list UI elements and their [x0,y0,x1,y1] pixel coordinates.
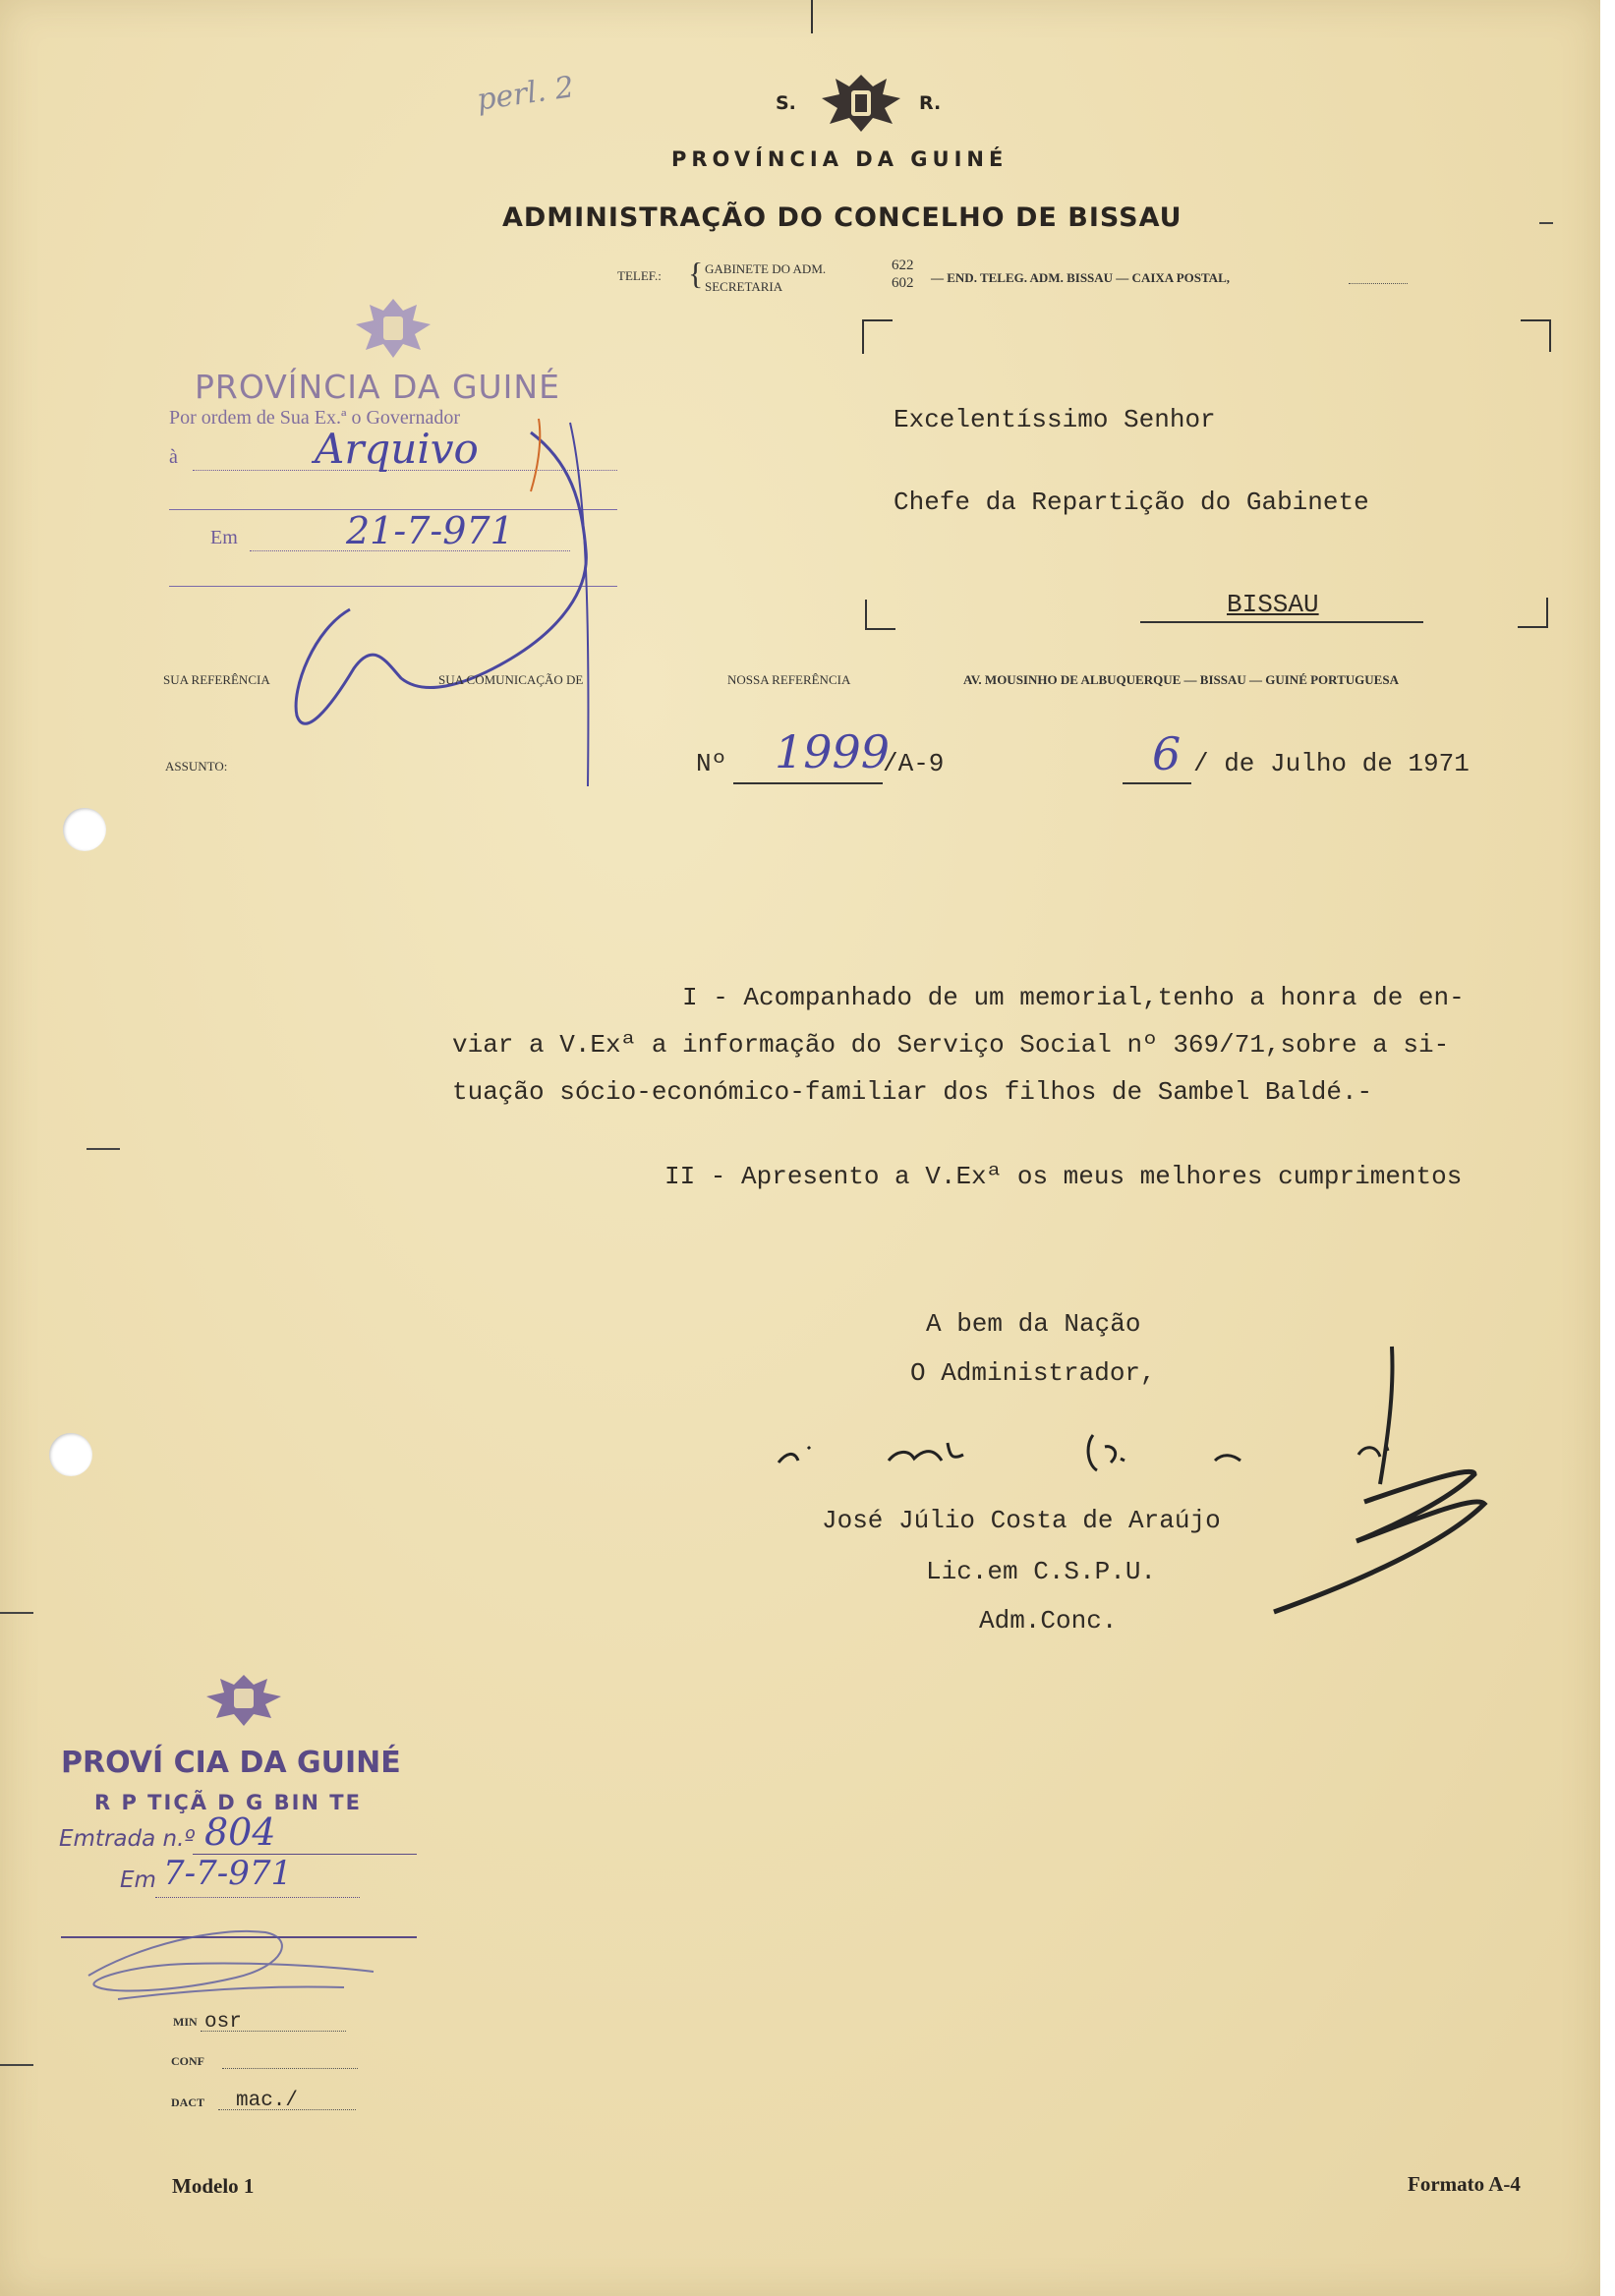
stamp-bottom-department: R P TIÇÃ D G BIN TE [94,1791,362,1814]
reference-number: 1999 [775,725,891,778]
label-nossa-referencia: NOSSA REFERÊNCIA [727,672,851,687]
footer-model: Modelo 1 [172,2174,255,2198]
closing-line-1: A bem da Nação [926,1309,1141,1339]
stamp-bottom-entry-value: 804 [204,1810,276,1854]
stamp-bottom-initials [0,0,491,2064]
signatory-name: José Júlio Costa de Araújo [822,1506,1221,1535]
phone-brace: { [688,256,704,291]
header-administration: ADMINISTRAÇÃO DO CONCELHO DE BISSAU [502,202,1182,233]
reference-prefix: Nº [696,749,727,778]
phone-secretaria-label: SECRETARIA [705,279,783,294]
conf-label: CONF [171,2054,204,2068]
telef-label: TELEF.: [617,268,662,283]
dact-value: mac./ [236,2090,299,2112]
reference-suffix: /A-9 [883,749,945,778]
stamp-bottom-entry-label: Emtrada n.º [59,1826,196,1852]
telegraph-line: — END. TELEG. ADM. BISSAU — CAIXA POSTAL, [931,270,1230,285]
stamp-top-order: Por ordem de Sua Ex.ª o Governador [169,407,461,429]
header-r: R. [919,92,942,114]
body-paragraph-2: II - Apresento a V.Exª os meus melhores cumprimentos [664,1162,1463,1191]
dact-label: DACT [171,2095,205,2109]
margin-note: perl. 2 [475,70,577,118]
office-address: AV. MOUSINHO DE ALBUQUERQUE — BISSAU — GUINÉ PORTUGUESA [963,672,1399,687]
reference-day: 6 [1152,727,1182,780]
label-assunto: ASSUNTO: [165,759,228,774]
min-rule [201,2031,346,2032]
body-paragraph-1-line-3: tuação sócio-económico-familiar dos filhos de Sambel Baldé.- [452,1077,1373,1107]
label-sua-referencia: SUA REFERÊNCIA [163,672,270,687]
stamp-top-date-value: 21-7-971 [346,509,514,552]
margin-tick-3 [0,2064,33,2066]
closing-line-2: O Administrador, [910,1358,1156,1388]
dact-rule [218,2109,356,2110]
addressee-title: Chefe da Repartição do Gabinete [894,488,1369,517]
signatory-degree: Lic.em C.S.P.U. [926,1557,1157,1586]
stamp-top-province: PROVÍNCIA DA GUINÉ [195,368,560,406]
header-s: S. [776,92,796,114]
body-paragraph-1-line-1: I - Acompanhado de um memorial,tenho a honra de en- [682,983,1465,1012]
footer-format: Formato A-4 [1408,2172,1521,2196]
stamp-top-to-label: à [169,446,178,468]
min-label: MIN [173,2015,198,2029]
conf-rule [222,2068,358,2069]
header-province: PROVÍNCIA DA GUINÉ [671,147,1009,171]
label-sua-comunicacao: SUA COMUNICAÇÃO DE [438,672,584,687]
stamp-bottom-date-label: Em [120,1867,156,1893]
phone-secretaria-number: 602 [892,275,914,291]
reference-date: / de Julho de 1971 [1193,749,1470,778]
addressee-salutation: Excelentíssimo Senhor [894,405,1216,434]
min-value: osr [204,2011,242,2034]
phone-gabinete-number: 622 [892,258,914,273]
stamp-bottom-province: PROVÍ CIA DA GUINÉ [61,1746,401,1780]
stamp-top-to-value: Arquivo [315,425,479,473]
stamp-top-date-label: Em [210,527,238,548]
stamp-bottom-date-value: 7-7-971 [163,1854,293,1893]
signatory-role: Adm.Conc. [979,1606,1118,1636]
phone-gabinete-label: GABINETE DO ADM. [705,261,827,276]
body-paragraph-1-line-2: viar a V.Exª a informação do Serviço Social nº 369/71,sobre a si- [452,1030,1450,1060]
addressee-city: BISSAU [1227,590,1319,619]
